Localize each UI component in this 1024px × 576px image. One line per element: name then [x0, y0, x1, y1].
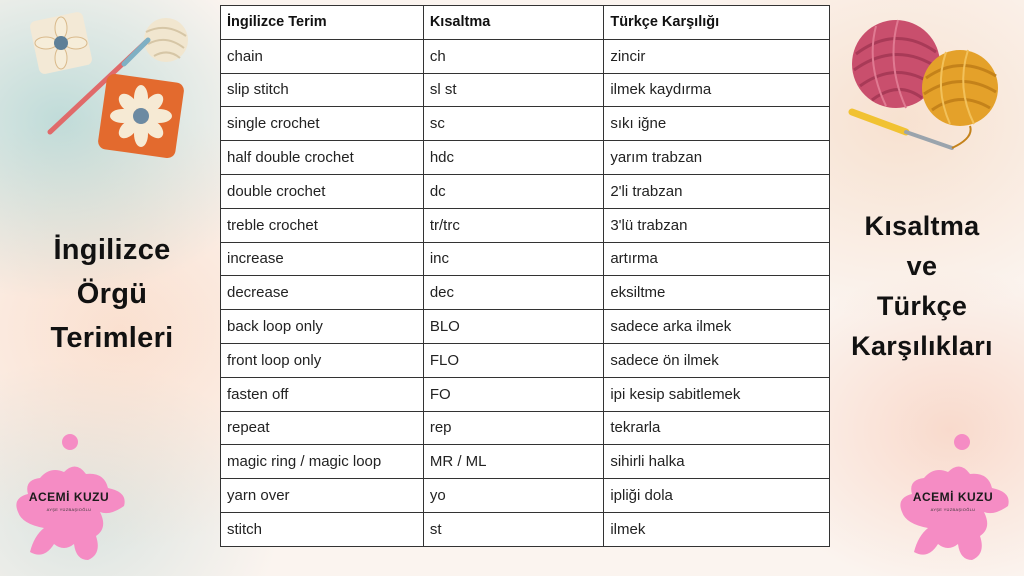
right-title-line: ve: [906, 251, 938, 281]
cell-turkish-equivalent: ipi kesip sabitlemek: [604, 377, 830, 411]
cell-abbreviation: tr/trc: [423, 208, 604, 242]
header-english-term: İngilizce Terim: [221, 6, 424, 40]
left-title-line: Terimleri: [50, 322, 174, 354]
cell-abbreviation: st: [423, 512, 604, 546]
cell-english-term: back loop only: [221, 310, 424, 344]
table-row: [221, 310, 830, 344]
cell-english-term: front loop only: [221, 343, 424, 377]
right-title-line: Karşılıkları: [851, 331, 993, 361]
cell-turkish-equivalent: ipliği dola: [604, 479, 830, 513]
cell-turkish-equivalent: 3'lü trabzan: [604, 208, 830, 242]
table-header-row: [221, 6, 830, 40]
cell-english-term: slip stitch: [221, 73, 424, 107]
table-row: [221, 276, 830, 310]
cell-abbreviation: rep: [423, 411, 604, 445]
cell-turkish-equivalent: sıkı iğne: [604, 107, 830, 141]
cell-abbreviation: inc: [423, 242, 604, 276]
cell-english-term: magic ring / magic loop: [221, 445, 424, 479]
table-row: [221, 73, 830, 107]
cell-abbreviation: yo: [423, 479, 604, 513]
cell-english-term: double crochet: [221, 174, 424, 208]
crochet-square-icon: [29, 12, 93, 75]
cell-turkish-equivalent: 2'li trabzan: [604, 174, 830, 208]
crochet-square-icon: [97, 73, 185, 159]
left-title: [28, 228, 196, 360]
cell-english-term: increase: [221, 242, 424, 276]
cell-turkish-equivalent: artırma: [604, 242, 830, 276]
table-row: [221, 208, 830, 242]
table-row: [221, 479, 830, 513]
cell-turkish-equivalent: sadece arka ilmek: [604, 310, 830, 344]
cell-turkish-equivalent: yarım trabzan: [604, 141, 830, 175]
cell-english-term: fasten off: [221, 377, 424, 411]
header-turkish-equivalent: Türkçe Karşılığı: [604, 6, 830, 40]
left-title-line: İngilizce: [53, 234, 171, 266]
cell-abbreviation: dc: [423, 174, 604, 208]
right-title: [838, 206, 1006, 366]
cell-turkish-equivalent: tekrarla: [604, 411, 830, 445]
cell-abbreviation: FLO: [423, 343, 604, 377]
cell-turkish-equivalent: sihirli halka: [604, 445, 830, 479]
cell-english-term: repeat: [221, 411, 424, 445]
cell-abbreviation: sl st: [423, 73, 604, 107]
yarn-balls-decoration: [846, 14, 1016, 164]
cell-english-term: decrease: [221, 276, 424, 310]
cell-abbreviation: MR / ML: [423, 445, 604, 479]
cell-turkish-equivalent: ilmek: [604, 512, 830, 546]
cell-english-term: chain: [221, 39, 424, 73]
yarn-ball-icon: [144, 18, 188, 62]
cell-english-term: single crochet: [221, 107, 424, 141]
cell-abbreviation: hdc: [423, 141, 604, 175]
table-row: [221, 39, 830, 73]
table-row: [221, 242, 830, 276]
yarn-ball-icon: [922, 50, 998, 126]
table-row: [221, 107, 830, 141]
right-title-line: Türkçe: [876, 291, 968, 321]
logo-author: AYŞE YÜZBAŞIOĞLU: [46, 507, 92, 512]
table-row: [221, 377, 830, 411]
cell-turkish-equivalent: ilmek kaydırma: [604, 73, 830, 107]
cell-turkish-equivalent: sadece ön ilmek: [604, 343, 830, 377]
terms-table: [220, 5, 830, 547]
cell-abbreviation: sc: [423, 107, 604, 141]
logo-brand: ACEMİ KUZU: [28, 490, 110, 504]
table-row: [221, 141, 830, 175]
logo-brand: ACEMİ KUZU: [912, 490, 994, 504]
table-row: [221, 512, 830, 546]
table-row: [221, 343, 830, 377]
cell-english-term: yarn over: [221, 479, 424, 513]
right-title-line: Kısaltma: [864, 211, 980, 241]
logo-left: [4, 432, 134, 567]
cell-abbreviation: ch: [423, 39, 604, 73]
cell-english-term: treble crochet: [221, 208, 424, 242]
header-abbreviation: Kısaltma: [423, 6, 604, 40]
cell-english-term: stitch: [221, 512, 424, 546]
table-row: [221, 174, 830, 208]
cell-english-term: half double crochet: [221, 141, 424, 175]
table-row: [221, 411, 830, 445]
logo-right: [888, 432, 1018, 567]
cell-turkish-equivalent: zincir: [604, 39, 830, 73]
cell-abbreviation: dec: [423, 276, 604, 310]
table-body: [221, 39, 830, 546]
cell-abbreviation: FO: [423, 377, 604, 411]
crochet-squares-decoration: [28, 12, 198, 162]
logo-author: AYŞE YÜZBAŞIOĞLU: [930, 507, 976, 512]
table-row: [221, 445, 830, 479]
left-title-line: Örgü: [76, 278, 148, 310]
cell-turkish-equivalent: eksiltme: [604, 276, 830, 310]
cell-abbreviation: BLO: [423, 310, 604, 344]
